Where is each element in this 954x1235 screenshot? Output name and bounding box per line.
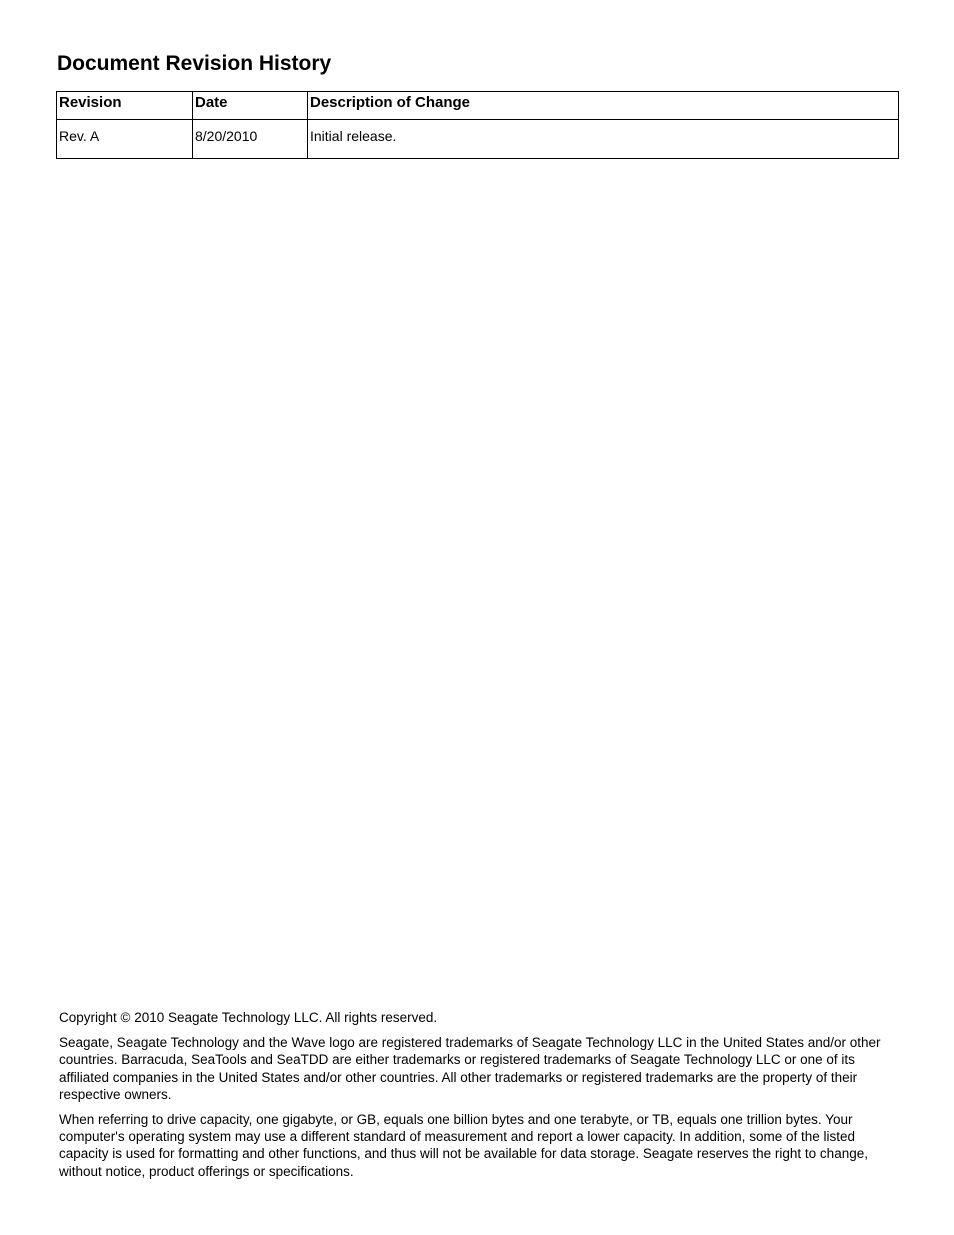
date-cell: 8/20/2010 <box>193 120 308 159</box>
description-cell: Initial release. <box>308 120 899 159</box>
trademarks-text: Seagate, Seagate Technology and the Wave logo are registered trademarks of Seagate Technology LLC in the United States and/or other countries. Barracuda, SeaTools and SeaTDD are either trademarks or registered trademarks of Seagate Technology LLC or one of its affiliated companies in the United States and/or other countries. All other trademarks or registered trademarks are the property of their respective owners. <box>59 1035 881 1102</box>
revision-history-table <box>56 91 899 159</box>
capacity-notice-text: When referring to drive capacity, one gigabyte, or GB, equals one billion bytes and one terabyte, or TB, equals one trillion bytes. Your computer's operating system may use a different standard of measurement and report a lower capacity. In addition, some of the listed capacity is used for formatting and other functions, and thus will not be available for data storage. Seagate reserves the right to change, without notice, product offerings or specifications. <box>59 1112 868 1179</box>
copyright-text: Copyright © 2010 Seagate Technology LLC. All rights reserved. <box>59 1010 438 1025</box>
table-header-row <box>57 92 899 120</box>
legal-notice <box>59 1009 895 1188</box>
table-row <box>57 120 899 159</box>
page-title: Document Revision History <box>57 52 332 75</box>
column-header-description: Description of Change <box>308 92 899 120</box>
column-header-date: Date <box>193 92 308 120</box>
column-header-revision: Revision <box>57 92 193 120</box>
revision-cell: Rev. A <box>57 120 193 159</box>
